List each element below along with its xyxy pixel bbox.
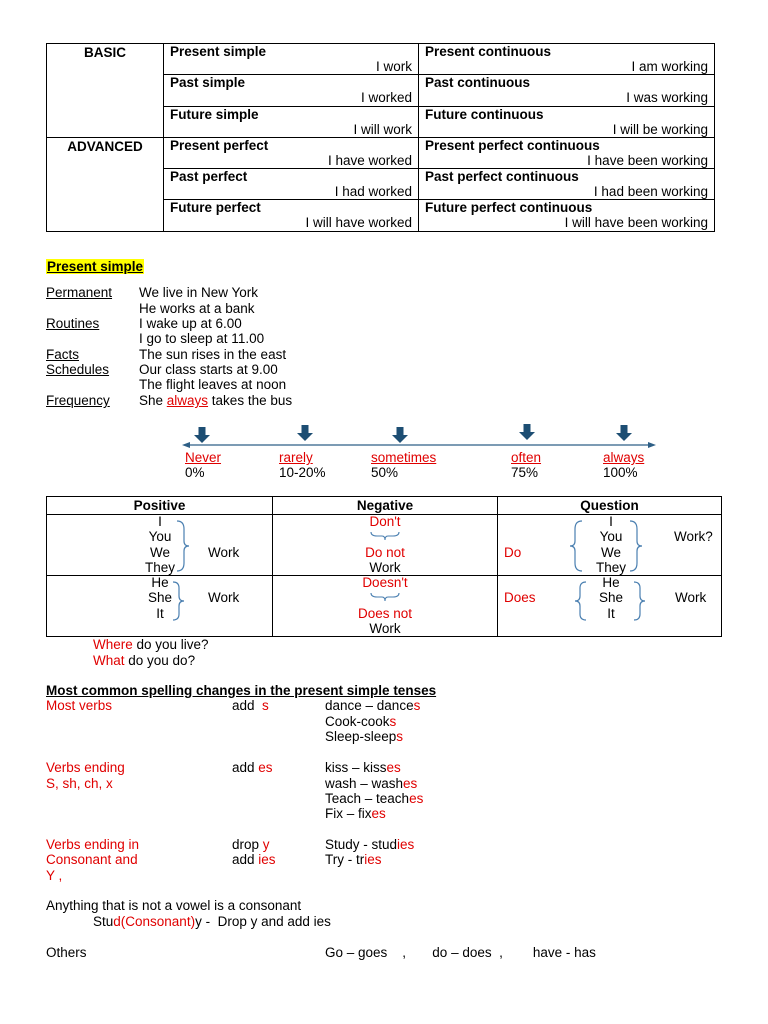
freq-word: often <box>511 450 542 465</box>
tense-name: Future simple <box>170 106 259 122</box>
tense-name: Past simple <box>170 75 246 91</box>
tense-example: I have worked <box>327 152 412 168</box>
others-examples: Go – goes , do – does , have - has <box>325 945 596 960</box>
tense-name: Future perfect continuous <box>425 200 593 216</box>
column-header: Positive <box>47 497 273 515</box>
spelling-rule: drop y <box>232 837 270 852</box>
right-brace-icon <box>175 519 191 573</box>
level-label: BASIC <box>47 44 164 138</box>
tense-name: Present simple <box>170 44 267 59</box>
tense-row <box>47 44 715 75</box>
spelling-rule: add s <box>232 698 269 713</box>
freq-percent: 10-20% <box>279 465 326 480</box>
pronoun: It <box>156 606 164 621</box>
tense-example: I worked <box>360 90 412 106</box>
pronoun: It <box>607 606 615 621</box>
tense-example: I work <box>375 59 412 74</box>
tense-cell <box>419 200 715 231</box>
tense-example: I will have worked <box>305 215 412 231</box>
use-example: The flight leaves at noon <box>139 377 287 392</box>
pronoun: I <box>609 514 613 529</box>
tense-example: I will be working <box>612 121 708 137</box>
pronoun: You <box>148 529 172 544</box>
negative-long: Do not <box>365 545 405 560</box>
tense-cell <box>164 75 419 106</box>
tense-example: I had been working <box>593 184 708 200</box>
tense-cell <box>164 44 419 75</box>
spelling-example: Teach – teaches <box>325 791 424 806</box>
spelling-category: Consonant and <box>46 852 138 867</box>
positive-cell <box>47 576 273 637</box>
tense-row <box>47 137 715 168</box>
verb: Work <box>208 545 240 560</box>
consonant-note: Anything that is not a vowel is a consonant <box>46 898 302 913</box>
column-header: Negative <box>273 497 498 515</box>
spelling-title: Most common spelling changes in the present simple tenses <box>46 683 437 698</box>
freq-percent: 0% <box>185 465 205 480</box>
verb: Work <box>369 621 401 636</box>
tense-cell <box>419 169 715 200</box>
tense-cell <box>419 137 715 168</box>
pronoun: He <box>602 575 620 590</box>
spelling-example: wash – washes <box>325 776 418 791</box>
right-brace-icon <box>628 519 644 573</box>
freq-percent: 100% <box>603 465 638 480</box>
tense-example: I will work <box>353 121 412 137</box>
spelling-example: Cook-cooks <box>325 714 397 729</box>
tense-name: Future perfect <box>170 200 261 216</box>
spelling-example: Study - studies <box>325 837 415 852</box>
spelling-example: Sleep-sleeps <box>325 729 404 744</box>
frequency-scale-arrow <box>180 423 660 453</box>
use-label-facts: Facts <box>46 347 80 362</box>
spelling-category: Verbs ending in <box>46 837 140 852</box>
tense-name: Present perfect continuous <box>425 137 600 153</box>
tense-cell <box>164 169 419 200</box>
use-example: I wake up at 6.00 <box>139 316 242 331</box>
spelling-example: kiss – kisses <box>325 760 401 775</box>
right-brace-icon <box>171 580 187 622</box>
section-title: Present simple <box>47 259 144 274</box>
question-cell <box>498 576 722 637</box>
negative-long: Does not <box>357 606 413 621</box>
verb: Work? <box>674 529 713 544</box>
spelling-example: Try - tries <box>325 852 382 867</box>
verb: Work <box>369 560 401 575</box>
positive-cell <box>47 515 273 576</box>
use-label-frequency: Frequency <box>46 393 110 408</box>
verb: Work <box>208 590 240 605</box>
wh-question: Where do you live? <box>93 637 209 652</box>
tense-name: Past continuous <box>425 75 531 91</box>
negative-short: Don't <box>369 514 401 529</box>
spelling-category: Most verbs <box>46 698 113 713</box>
pronoun: She <box>147 590 173 605</box>
tense-cell <box>419 106 715 137</box>
use-example: I go to sleep at 11.00 <box>139 331 265 346</box>
negative-cell <box>273 515 498 576</box>
down-arrow-icon <box>297 425 313 441</box>
tense-cell <box>419 75 715 106</box>
spelling-rule: add es <box>232 760 273 775</box>
down-arrow-icon <box>616 425 632 441</box>
spelling-example: Fix – fixes <box>325 806 386 821</box>
tense-example: I had worked <box>334 184 412 200</box>
use-example: Our class starts at 9.00 <box>139 362 278 377</box>
tense-name: Future continuous <box>425 106 544 122</box>
tense-cell <box>164 106 419 137</box>
freq-word: sometimes <box>371 450 437 465</box>
pronoun: I <box>158 514 162 529</box>
pronoun: He <box>151 575 169 590</box>
tense-example: I will have been working <box>564 215 708 231</box>
column-header: Question <box>498 497 722 515</box>
down-arrow-icon <box>519 424 535 440</box>
spelling-rule: add ies <box>232 852 276 867</box>
negative-short: Doesn't <box>362 575 408 590</box>
use-label-schedules: Schedules <box>46 362 110 377</box>
negative-cell <box>273 576 498 637</box>
freq-word: always <box>603 450 645 465</box>
pronoun: They <box>595 560 626 575</box>
wh-question: What do you do? <box>93 653 196 668</box>
spelling-example: dance – dances <box>325 698 421 713</box>
tense-example: I am working <box>631 59 708 74</box>
tense-cell <box>419 44 715 75</box>
pronoun: We <box>600 545 621 560</box>
use-example: We live in New York <box>139 285 259 300</box>
others-label: Others <box>46 945 87 960</box>
under-brace-icon <box>369 591 401 603</box>
under-brace-icon <box>369 530 401 542</box>
use-example: The sun rises in the east <box>139 347 287 362</box>
use-example: She always takes the bus <box>139 393 293 408</box>
freq-word: rarely <box>279 450 313 465</box>
conjugation-table <box>46 496 722 637</box>
tense-cell <box>164 137 419 168</box>
tense-name: Past perfect <box>170 169 248 185</box>
consonant-example: Stud(Consonant)y - Drop y and add ies <box>93 914 331 929</box>
spelling-category: Verbs ending <box>46 760 125 775</box>
pronoun: You <box>599 529 623 544</box>
use-label-permanent: Permanent <box>46 285 113 300</box>
spelling-category: Y , <box>46 868 63 883</box>
freq-word: Never <box>185 450 222 465</box>
down-arrow-icon <box>194 427 210 443</box>
tense-cell <box>164 200 419 231</box>
verb: Work <box>675 590 707 605</box>
spelling-category: S, sh, ch, x <box>46 776 113 791</box>
question-cell <box>498 515 722 576</box>
pronoun: She <box>598 590 624 605</box>
tense-name: Past perfect continuous <box>425 169 579 185</box>
right-brace-icon <box>632 580 648 622</box>
tense-table <box>46 43 715 232</box>
pronoun: We <box>149 545 170 560</box>
freq-percent: 50% <box>371 465 399 480</box>
down-arrow-icon <box>392 427 408 443</box>
level-label: ADVANCED <box>47 137 164 231</box>
tense-name: Present continuous <box>425 44 552 59</box>
freq-percent: 75% <box>511 465 539 480</box>
auxiliary: Do <box>504 545 522 560</box>
auxiliary: Does <box>504 590 536 605</box>
pronoun: They <box>144 560 175 575</box>
use-example: He works at a bank <box>139 301 255 316</box>
adverb-highlight: always <box>166 393 209 408</box>
use-label-routines: Routines <box>46 316 100 331</box>
tense-name: Present perfect <box>170 137 269 153</box>
tense-example: I have been working <box>587 152 708 168</box>
tense-example: I was working <box>626 90 708 106</box>
